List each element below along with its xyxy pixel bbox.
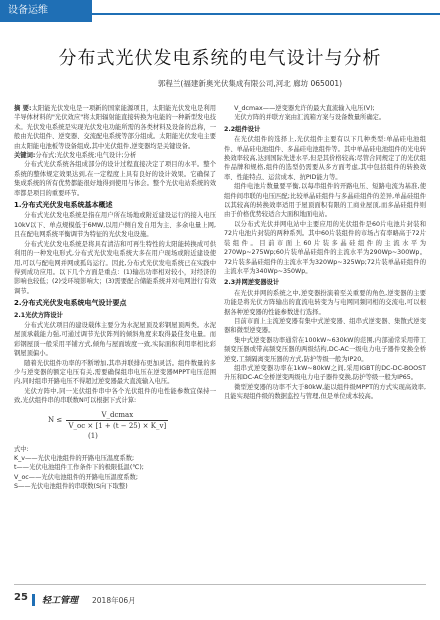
abstract [14,104,216,151]
variable-definition: V_oc——光伏电池组件的开路电压温度系数; [14,473,138,481]
keywords-text: 分布式;光伏发电系统;电气设计;分析 [35,152,137,160]
page-footer [0,590,440,612]
formula-lhs: N ≤ [48,416,63,425]
paragraph: 目前市面上主流逆变器有集中式逆变器、组串式逆变器、集散式逆变器和微型逆变器。 [224,317,426,335]
formula-fraction [66,410,168,431]
issue-date: 2018年06月 [92,596,136,605]
paragraph: 以分布式光伏并网电站中主要应用的光伏组件是60片电池片封装和72片电池片封装的两种系列。其中60片装组件的市场占有率略高于72片装组件。目前市面上60片装多晶硅组件的主流水平为270Wp~275Wp;60片装单晶硅组件的主流水平为290Wp~300Wp。72片装多晶硅组件的主流水平为320Wp~325Wp;72片装单晶硅组件的主流水平为340Wp~350Wp。 [224,220,426,275]
paragraph: 分布式光伏发电系统是指在用户所在场地或附近建设运行的接入电压10kV以下、单点规模低于6MW,以用户侧自发自用为主、多余电量上网,且在配电网系统平衡调节为特征的光伏发电设施。 [14,212,216,239]
article-title: 分布式光伏发电系统的电气设计与分析 [58,48,382,69]
abstract-label: 摘 要: [14,105,32,112]
paragraph: 光伏方阵中,同一光伏组件串中各个光伏组件的电性能参数宜保持一致,光伏组件串的串联数N可以根据下式计算: [14,387,216,405]
variable-definition: t——光伏电池组件工作条件下的极限低温(℃); [14,464,144,472]
left-column [14,104,216,576]
formula-denominator: V_oc × [1 + (t − 25) × K_v] [68,421,167,430]
paragraph: 分布式光伏项目的建设载体主要分为水泥屋顶及彩钢屋顶两类。水泥屋顶承载能力强,可通过调节光伏阵列的倾斜角度来取得最佳发电量。而彩钢屋顶一般采用平铺方式,倾角与屋面坡度一致,实际面积利用率相比彩钢屋顶偏小。 [14,321,216,358]
formula-1 [48,410,216,441]
paragraph: 集中式逆变器功率通常在100kW~630kW的范围,内部通常采用带工频变压器或带高频变压器的两级结构,DC-AC一级电力电子器件变换全桥逆变,工频隔离变压器的方式,防护等级一般为IP20。 [224,336,426,363]
keywords [14,151,216,160]
right-column [224,104,426,576]
paragraph: V_dcmax——逆变器允许的最大直流输入电压(V); [234,105,375,112]
footer-rule [14,584,426,585]
journal-name: 轻工管理 [42,596,79,606]
subsection-heading-2-3: 2.3并网逆变器设计 [224,279,280,287]
subsection-heading-2-2: 2.2组件设计 [224,125,261,133]
paragraph: 组串式逆变器功率在1kW~80kW之间,采用IGBT的DC-DC-BOOST升压和DC-AC全桥逆变两级电力电子器件变换,防护等级一般为IP65。 [224,364,426,382]
intro-paragraph: 分布式光伏系统各组成部分的设计过程直接决定了项目的水平。整个系统的整体规定效果达到,在一定程度上具有良好的设计效果。它确保了集成系统的所有优势都能很好地得到使用与体会。整个光伏电站系统的效率都是项目的重要环节。 [14,161,216,197]
paragraph: 随着光伏组件功率的不断增加,其串并联排布更加灵活。组件数量的多少与逆变器的额定电压有关,需要确保组串电压在逆变器MPPT电压范围内,同时组串开路电压不得超过逆变器最大直流输入电压。 [14,359,216,386]
paragraph: 在光伏组件的选择上,光伏组件主要有以下几种类型:单晶硅电池组件、单晶硅电池组件、多晶硅电池组件等。其中单晶硅电池组件的光电转换效率较高,达到国际先进水平,但是其价格较高;尽管合同规定了的光伏组件品牌和规格,组件的选型仍需要从多方面考虑,其中包括组件的转换效率、性能特点、运营成本、抗PID能力等。 [224,136,426,181]
paragraph: 组件电池片数量要平衡,以每串组件的开路电压、短路电流为基准,使组件间串联的电压匹配;比较单晶硅组件与多晶硅组件的差异,单晶硅组件以其较高的转换效率适用于屋顶面积有限的工商业屋顶,而多晶硅组件则由于价格优势较适合大面积地面电站。 [224,183,426,219]
section-heading-2: 2.分布式光伏发电系统电气设计要点 [14,299,127,308]
header-rule [92,13,440,15]
equation-number: (1) [88,431,98,440]
subsection-heading-2-1: 2.1光伏方阵设计 [14,311,63,319]
paragraph: 微型逆变器的功率不大于80kW,能以组件级MPPT的方式实现高效率,且能实现组件级的数据监控与管理,但是单位成本较高。 [224,383,426,401]
paragraph: 光伏方阵的并联方案由汇流箱方案与设备数量所确定。 [234,114,386,122]
page-header [0,0,440,22]
keywords-label: 关键词: [14,152,36,160]
variables-intro: 式中: [14,445,29,453]
abstract-text: 太阳能光伏发电是一项新的国家能源项目，太阳能光伏发电是利用半导体材料的"光伏效应"将太阳辐射能直接转换为电能的一种新型发电技术。光伏发电系统是实现光伏发电功能所需的各类材料及设备的总称，一般由光伏组件、逆变器、交流配电系统等部分组成。太阳能光伏发电主要由太阳能电池板等设备组成,其中光伏组件,逆变器均是关键设备。 [14,105,216,150]
paragraph: 分布式光伏发电系统是将具有清洁和可再生特性的太阳能转换成可供利用的一种发电形式,分布式光伏发电系统大多在用户现场或附近建设使用,可以与配电网并网或孤岛运行。因此,分布式光伏发电系统已在实践中得到成功应用。以下几个方面是重点：(1)输出功率相对较小，对经济的影响也较低；(2)受环境影响大；(3)需要配合储能系统并对电网进行有效调节。 [14,240,216,295]
variable-definition: S——光伏电池组件的串联数(S向下取整) [14,483,128,491]
formula-numerator: V_dcmax [66,410,168,421]
footer-accent-bar [32,594,35,606]
paragraph: 在光伏并网的系统之中,逆变器扮演着至关重要的角色,逆变器的主要功能是将光伏方阵输出的直流电转变为与电网同频同相的交流电,可以根据各种逆变器的性能参数进行选择。 [224,289,426,316]
page-number: 25 [14,592,28,603]
section-heading-1: 1.分布式光伏发电系统基本概述 [14,201,113,210]
variable-definition: K_v——光伏电池组件的开路电压温度系数; [14,455,135,462]
author-affiliation: 郭程兰(福建新奥光伏集成有限公司,河北 廊坊 065001) [157,79,343,88]
section-label: 设备运维 [0,0,92,22]
